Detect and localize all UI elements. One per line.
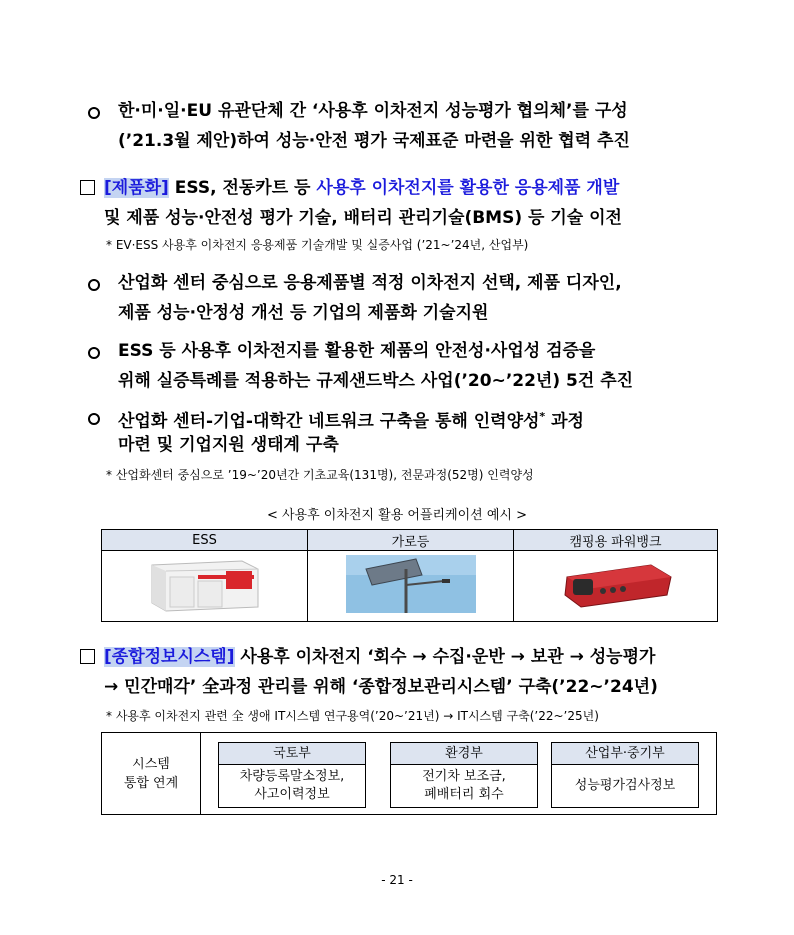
org-info-line: 전기차 보조금,: [422, 769, 506, 784]
footnote: * 사용후 이차전지 관련 全 생애 IT시스템 연구용역(’20~’21년) → IT시스템 구축(’22~’25년): [106, 709, 599, 723]
page-number: - 21 -: [381, 873, 413, 887]
org-box-motie-mss: [551, 742, 699, 808]
highlight-text: 사용후 이차전지를 활용한 응용제품 개발: [316, 178, 620, 198]
table-header: 가로등: [308, 530, 514, 551]
bullet-text-line: 산업화 센터-기업-대학간 네트워크 구축을 통해 인력양성* 과정: [118, 410, 584, 432]
section-tag: [종합정보시스템]: [104, 647, 235, 667]
section-heading-line: [종합정보시스템] 사용후 이차전지 ‘회수 → 수집·운반 → 보관 → 성능평가: [104, 647, 656, 667]
bullet-text-line: ESS 등 사용후 이차전지를 활용한 제품의 안전성·사업성 검증을: [118, 341, 596, 361]
system-label: 시스템 통합 연계: [102, 733, 201, 814]
section-heading-line: 및 제품 성능·안전성 평가 기술, 배터리 관리기술(BMS) 등 기술 이전: [104, 208, 622, 228]
org-box-molit: [218, 742, 366, 808]
bullet-text-line: 제품 성능·안정성 개선 등 기업의 제품화 기술지원: [118, 303, 489, 323]
system-integration-box: [101, 732, 717, 815]
org-info-line: 사고이력정보: [254, 787, 330, 802]
bullet-text-line: 마련 및 기업지원 생태계 구축: [118, 435, 339, 455]
bullet-text-line: 산업화 센터 중심으로 응용제품별 적정 이차전지 선택, 제품 디자인,: [118, 273, 622, 293]
org-name: 환경부: [391, 743, 537, 765]
bullet-circle-icon: [88, 104, 100, 123]
bullet-text-line: (’21.3월 제안)하여 성능·안전 평가 국제표준 마련을 위한 협력 추진: [118, 131, 630, 151]
ess-image: [102, 551, 308, 622]
org-info-line: 폐배터리 회수: [424, 787, 504, 802]
org-info-line: 차량등록말소정보,: [239, 769, 345, 784]
section-heading-line: → 민간매각’ 全과정 관리를 위해 ‘종합정보관리시스템’ 구축(’22~’24년): [104, 677, 658, 697]
square-bullet-icon: [80, 649, 95, 668]
table-header: ESS: [102, 530, 308, 551]
bullet-circle-icon: [88, 276, 100, 295]
bullet-text-line: 한·미·일·EU 유관단체 간 ‘사용후 이차전지 성능평가 협의체’를 구성: [118, 101, 628, 121]
bullet-circle-icon: [88, 344, 100, 363]
powerbank-image: [514, 551, 718, 622]
table-header: 캠핑용 파워뱅크: [514, 530, 718, 551]
application-table: [101, 529, 718, 622]
org-info-line: 성능평가검사정보: [574, 778, 676, 793]
section-tag: [제품화]: [104, 178, 169, 198]
streetlight-image: [308, 551, 514, 622]
footnote: * 산업화센터 중심으로 ’19~’20년간 기초교육(131명), 전문과정(52명) 인력양성: [106, 468, 534, 482]
org-name: 산업부·중기부: [552, 743, 698, 765]
footnote: * EV·ESS 사용후 이차전지 응용제품 기술개발 및 실증사업 (’21~’24년, 산업부): [106, 238, 529, 252]
bullet-text-line: 위해 실증특례를 적용하는 규제샌드박스 사업(’20~’22년) 5건 추진: [118, 371, 634, 391]
org-name: 국토부: [219, 743, 365, 765]
table-caption: < 사용후 이차전지 활용 어플리케이션 예시 >: [266, 508, 528, 523]
org-box-environment: [390, 742, 538, 808]
section-heading-line: [제품화] ESS, 전동카트 등 사용후 이차전지를 활용한 응용제품 개발: [104, 178, 620, 198]
square-bullet-icon: [80, 180, 95, 199]
bullet-circle-icon: [88, 410, 100, 429]
